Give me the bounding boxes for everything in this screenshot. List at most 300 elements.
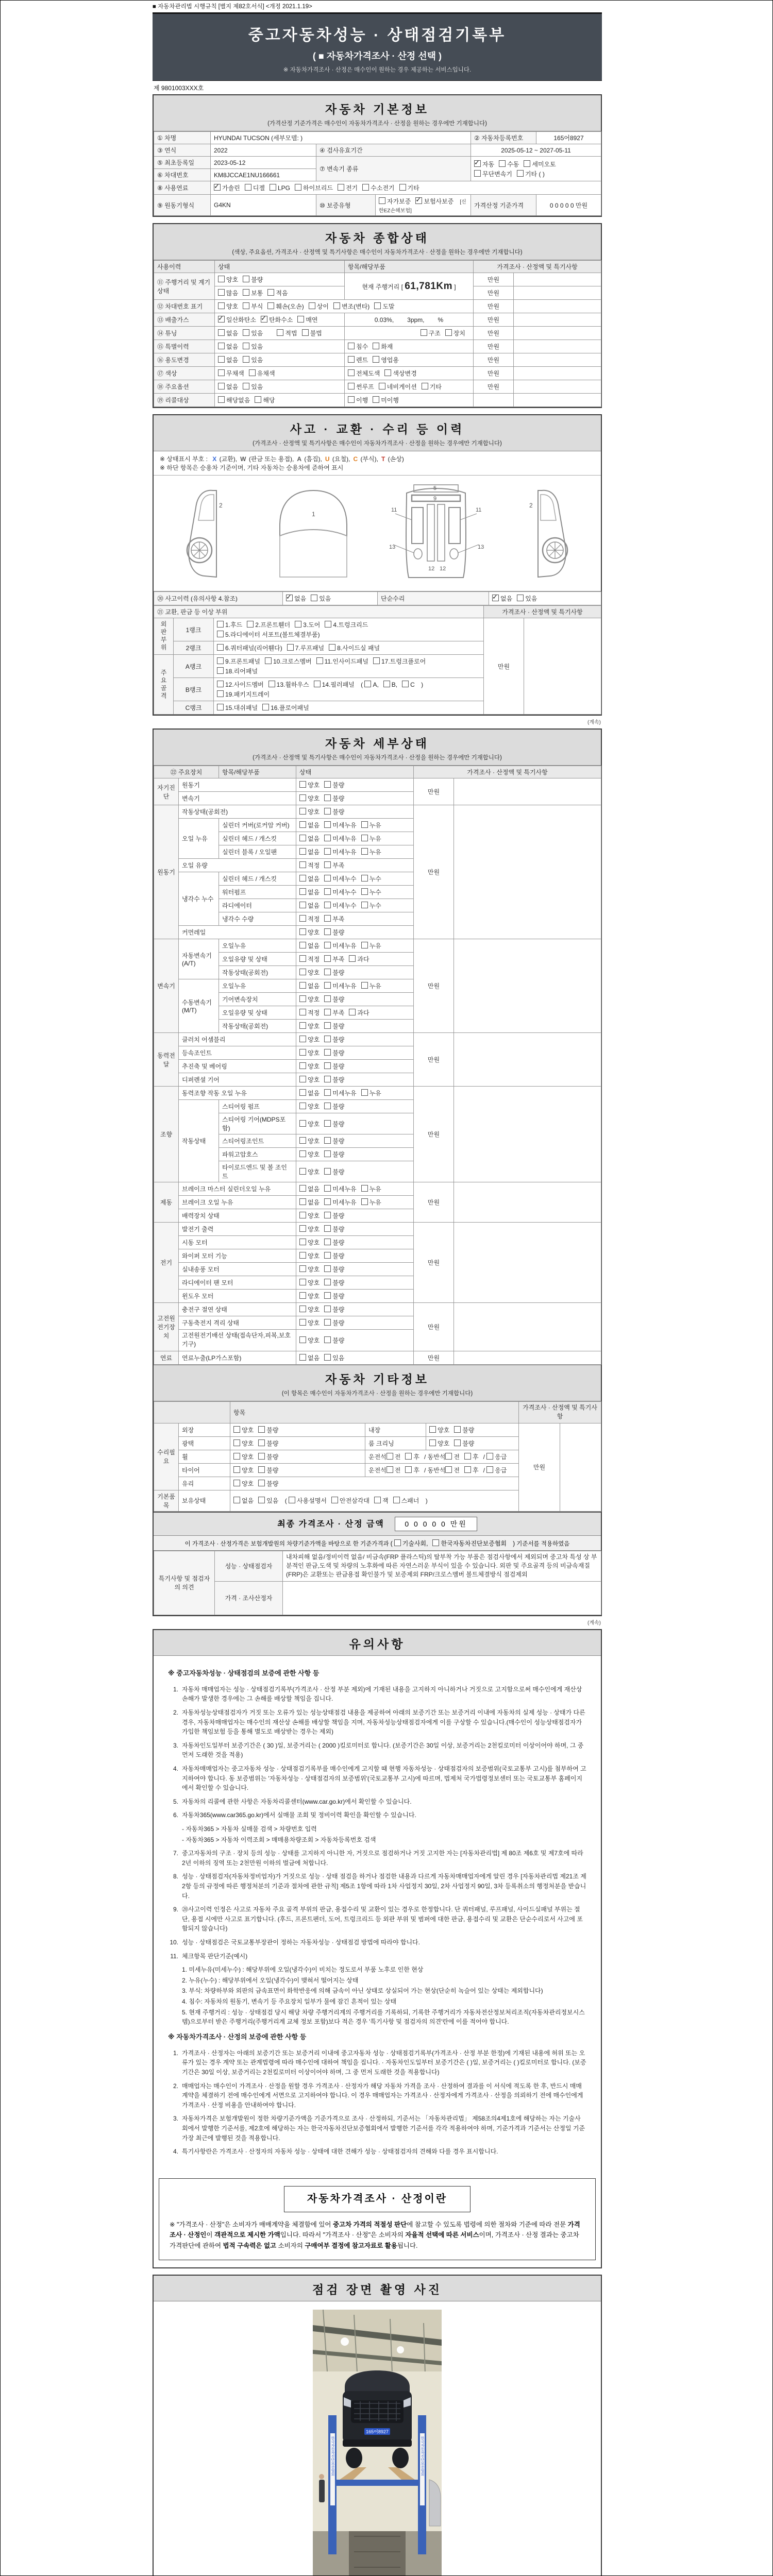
checkbox-option[interactable] xyxy=(364,681,378,688)
unchecked-checkbox-icon[interactable] xyxy=(233,1480,240,1486)
checkbox-option[interactable] xyxy=(299,781,320,789)
checkbox-option[interactable] xyxy=(399,183,419,192)
unchecked-checkbox-icon[interactable] xyxy=(324,955,331,962)
checkbox-option[interactable] xyxy=(218,289,238,297)
unchecked-checkbox-icon[interactable] xyxy=(299,955,306,962)
checkbox-option[interactable] xyxy=(218,342,238,351)
checkbox-option[interactable] xyxy=(348,355,368,364)
unchecked-checkbox-icon[interactable] xyxy=(299,1009,306,1015)
unchecked-checkbox-icon[interactable] xyxy=(299,861,306,868)
unchecked-checkbox-icon[interactable] xyxy=(374,1497,381,1503)
unchecked-checkbox-icon[interactable] xyxy=(329,644,335,651)
unchecked-checkbox-icon[interactable] xyxy=(394,1539,401,1546)
unchecked-checkbox-icon[interactable] xyxy=(373,356,379,363)
unchecked-checkbox-icon[interactable] xyxy=(325,621,331,628)
checkbox-option[interactable] xyxy=(299,1251,320,1260)
unchecked-checkbox-icon[interactable] xyxy=(299,1120,306,1127)
checkbox-option[interactable] xyxy=(386,1466,401,1475)
checkbox-option[interactable] xyxy=(299,861,320,870)
checkbox-option[interactable] xyxy=(492,594,512,603)
checkbox-option[interactable] xyxy=(299,941,320,950)
checkbox-option[interactable] xyxy=(445,329,465,337)
checkbox-option[interactable] xyxy=(324,781,344,789)
unchecked-checkbox-icon[interactable] xyxy=(299,1103,306,1109)
unchecked-checkbox-icon[interactable] xyxy=(299,1279,306,1285)
checkbox-option[interactable] xyxy=(324,794,344,803)
unchecked-checkbox-icon[interactable] xyxy=(299,1076,306,1082)
unchecked-checkbox-icon[interactable] xyxy=(324,1252,331,1259)
checkbox-option[interactable] xyxy=(474,170,512,178)
checkbox-option[interactable] xyxy=(218,275,238,284)
checkbox-option[interactable] xyxy=(517,170,545,178)
unchecked-checkbox-icon[interactable] xyxy=(258,1453,265,1460)
unchecked-checkbox-icon[interactable] xyxy=(218,396,225,403)
unchecked-checkbox-icon[interactable] xyxy=(324,1150,331,1157)
unchecked-checkbox-icon[interactable] xyxy=(299,1168,306,1175)
checkbox-option[interactable] xyxy=(486,1466,507,1475)
unchecked-checkbox-icon[interactable] xyxy=(299,1150,306,1157)
unchecked-checkbox-icon[interactable] xyxy=(486,1453,493,1460)
checkbox-option[interactable] xyxy=(299,807,320,816)
checkbox-option[interactable] xyxy=(299,888,320,896)
unchecked-checkbox-icon[interactable] xyxy=(361,821,368,828)
checkbox-option[interactable] xyxy=(324,888,356,896)
checkbox-option[interactable] xyxy=(324,1075,344,1084)
checkbox-option[interactable] xyxy=(333,302,369,311)
checkbox-option[interactable] xyxy=(499,160,519,168)
unchecked-checkbox-icon[interactable] xyxy=(379,383,385,389)
unchecked-checkbox-icon[interactable] xyxy=(324,1292,331,1299)
unchecked-checkbox-icon[interactable] xyxy=(361,902,368,908)
unchecked-checkbox-icon[interactable] xyxy=(299,1252,306,1259)
checkbox-option[interactable] xyxy=(324,1062,344,1071)
unchecked-checkbox-icon[interactable] xyxy=(324,1336,331,1343)
unchecked-checkbox-icon[interactable] xyxy=(324,794,331,801)
checkbox-option[interactable] xyxy=(299,1089,320,1097)
unchecked-checkbox-icon[interactable] xyxy=(364,681,371,687)
checkbox-option[interactable] xyxy=(324,1022,344,1030)
checkbox-option[interactable] xyxy=(379,382,417,391)
unchecked-checkbox-icon[interactable] xyxy=(277,329,283,336)
unchecked-checkbox-icon[interactable] xyxy=(361,942,368,948)
unchecked-checkbox-icon[interactable] xyxy=(299,1049,306,1056)
checkbox-option[interactable] xyxy=(267,289,288,297)
unchecked-checkbox-icon[interactable] xyxy=(299,902,306,908)
checkbox-option[interactable] xyxy=(268,680,309,689)
checkbox-option[interactable] xyxy=(324,807,344,816)
checkbox-option[interactable] xyxy=(324,1238,344,1247)
checkbox-option[interactable] xyxy=(324,1353,344,1362)
checkbox-option[interactable] xyxy=(233,1439,254,1448)
unchecked-checkbox-icon[interactable] xyxy=(324,915,331,922)
checkbox-option[interactable] xyxy=(258,1496,278,1505)
unchecked-checkbox-icon[interactable] xyxy=(361,848,368,855)
unchecked-checkbox-icon[interactable] xyxy=(464,1453,471,1460)
unchecked-checkbox-icon[interactable] xyxy=(299,982,306,989)
unchecked-checkbox-icon[interactable] xyxy=(233,1453,240,1460)
unchecked-checkbox-icon[interactable] xyxy=(299,1022,306,1029)
unchecked-checkbox-icon[interactable] xyxy=(324,1212,331,1218)
checkbox-option[interactable] xyxy=(299,874,320,883)
checkbox-option[interactable] xyxy=(299,1075,320,1084)
checkbox-option[interactable] xyxy=(214,183,240,192)
checkbox-option[interactable] xyxy=(258,1466,278,1475)
unchecked-checkbox-icon[interactable] xyxy=(299,1225,306,1232)
unchecked-checkbox-icon[interactable] xyxy=(299,928,306,935)
unchecked-checkbox-icon[interactable] xyxy=(233,1426,240,1433)
checkbox-option[interactable] xyxy=(464,1452,479,1461)
checkbox-option[interactable] xyxy=(324,1120,344,1128)
checkbox-option[interactable] xyxy=(299,1238,320,1247)
checkbox-option[interactable] xyxy=(361,1089,381,1097)
unchecked-checkbox-icon[interactable] xyxy=(445,329,452,336)
checkbox-option[interactable] xyxy=(233,1452,254,1461)
unchecked-checkbox-icon[interactable] xyxy=(299,1292,306,1299)
unchecked-checkbox-icon[interactable] xyxy=(324,821,331,828)
checkbox-option[interactable] xyxy=(324,821,356,829)
unchecked-checkbox-icon[interactable] xyxy=(338,184,344,191)
checkbox-option[interactable] xyxy=(324,834,356,843)
checkbox-option[interactable] xyxy=(217,630,320,639)
unchecked-checkbox-icon[interactable] xyxy=(217,621,224,628)
unchecked-checkbox-icon[interactable] xyxy=(324,808,331,815)
unchecked-checkbox-icon[interactable] xyxy=(217,681,224,687)
checkbox-option[interactable] xyxy=(384,369,416,378)
checkbox-option[interactable] xyxy=(289,1496,327,1505)
checkbox-option[interactable] xyxy=(287,643,324,652)
unchecked-checkbox-icon[interactable] xyxy=(299,1137,306,1144)
unchecked-checkbox-icon[interactable] xyxy=(517,595,524,601)
unchecked-checkbox-icon[interactable] xyxy=(393,1497,400,1503)
checkbox-option[interactable] xyxy=(233,1479,254,1488)
unchecked-checkbox-icon[interactable] xyxy=(233,1497,240,1503)
unchecked-checkbox-icon[interactable] xyxy=(299,1185,306,1192)
checkbox-option[interactable] xyxy=(324,1211,344,1220)
checkbox-option[interactable] xyxy=(299,1048,320,1057)
checkbox-option[interactable] xyxy=(361,1198,381,1207)
checkbox-option[interactable] xyxy=(361,981,381,990)
unchecked-checkbox-icon[interactable] xyxy=(348,396,355,403)
checkbox-option[interactable] xyxy=(233,1496,254,1505)
unchecked-checkbox-icon[interactable] xyxy=(386,1466,393,1473)
checkbox-option[interactable] xyxy=(432,1539,507,1548)
unchecked-checkbox-icon[interactable] xyxy=(218,289,225,296)
checkbox-option[interactable] xyxy=(361,848,381,856)
unchecked-checkbox-icon[interactable] xyxy=(324,1022,331,1029)
unchecked-checkbox-icon[interactable] xyxy=(299,781,306,788)
unchecked-checkbox-icon[interactable] xyxy=(243,329,249,336)
unchecked-checkbox-icon[interactable] xyxy=(309,302,315,309)
unchecked-checkbox-icon[interactable] xyxy=(243,356,249,363)
checkbox-option[interactable] xyxy=(329,643,380,652)
unchecked-checkbox-icon[interactable] xyxy=(270,184,276,191)
checkbox-option[interactable] xyxy=(324,1035,344,1044)
unchecked-checkbox-icon[interactable] xyxy=(349,1009,356,1015)
unchecked-checkbox-icon[interactable] xyxy=(454,1426,461,1433)
checkbox-option[interactable] xyxy=(217,690,270,699)
checkbox-option[interactable] xyxy=(299,1035,320,1044)
checkbox-option[interactable] xyxy=(217,667,258,675)
unchecked-checkbox-icon[interactable] xyxy=(249,369,256,376)
checkbox-option[interactable] xyxy=(361,874,381,883)
checkbox-option[interactable] xyxy=(362,183,394,192)
unchecked-checkbox-icon[interactable] xyxy=(361,1185,368,1192)
unchecked-checkbox-icon[interactable] xyxy=(384,369,391,376)
checkbox-option[interactable] xyxy=(249,369,275,378)
unchecked-checkbox-icon[interactable] xyxy=(373,396,379,403)
unchecked-checkbox-icon[interactable] xyxy=(324,969,331,975)
checkbox-option[interactable] xyxy=(299,1184,320,1193)
checkbox-option[interactable] xyxy=(299,1305,320,1314)
unchecked-checkbox-icon[interactable] xyxy=(299,875,306,882)
checkbox-option[interactable] xyxy=(299,981,320,990)
checkbox-option[interactable] xyxy=(243,342,263,351)
unchecked-checkbox-icon[interactable] xyxy=(324,835,331,841)
checkbox-option[interactable] xyxy=(324,1150,344,1159)
checkbox-option[interactable] xyxy=(361,821,381,829)
unchecked-checkbox-icon[interactable] xyxy=(247,621,254,628)
unchecked-checkbox-icon[interactable] xyxy=(348,356,355,363)
unchecked-checkbox-icon[interactable] xyxy=(299,821,306,828)
unchecked-checkbox-icon[interactable] xyxy=(258,1480,265,1486)
checkbox-option[interactable] xyxy=(270,184,290,192)
checkbox-option[interactable] xyxy=(243,355,263,364)
unchecked-checkbox-icon[interactable] xyxy=(373,657,380,664)
unchecked-checkbox-icon[interactable] xyxy=(217,657,224,664)
checkbox-option[interactable] xyxy=(243,289,263,297)
checkbox-option[interactable] xyxy=(374,1496,389,1505)
unchecked-checkbox-icon[interactable] xyxy=(373,343,379,349)
unchecked-checkbox-icon[interactable] xyxy=(258,1466,265,1473)
checkbox-option[interactable] xyxy=(299,1353,320,1362)
unchecked-checkbox-icon[interactable] xyxy=(311,595,317,601)
unchecked-checkbox-icon[interactable] xyxy=(454,1439,461,1446)
unchecked-checkbox-icon[interactable] xyxy=(299,848,306,855)
checkbox-option[interactable] xyxy=(299,995,320,1004)
checkbox-option[interactable] xyxy=(524,160,556,168)
checkbox-option[interactable] xyxy=(474,160,494,168)
unchecked-checkbox-icon[interactable] xyxy=(324,861,331,868)
unchecked-checkbox-icon[interactable] xyxy=(218,369,225,376)
checkbox-option[interactable] xyxy=(454,1426,474,1434)
unchecked-checkbox-icon[interactable] xyxy=(474,170,481,177)
checkbox-option[interactable] xyxy=(299,1102,320,1111)
checkbox-option[interactable] xyxy=(393,1496,419,1505)
checkbox-option[interactable] xyxy=(299,901,320,910)
checkbox-option[interactable] xyxy=(379,197,411,206)
checkbox-option[interactable] xyxy=(324,861,344,870)
unchecked-checkbox-icon[interactable] xyxy=(255,396,261,403)
unchecked-checkbox-icon[interactable] xyxy=(324,982,331,989)
checkbox-option[interactable] xyxy=(299,1008,320,1017)
checked-checkbox-icon[interactable] xyxy=(492,595,499,601)
unchecked-checkbox-icon[interactable] xyxy=(361,1198,368,1205)
checked-checkbox-icon[interactable] xyxy=(286,595,293,601)
unchecked-checkbox-icon[interactable] xyxy=(432,1539,439,1546)
checkbox-option[interactable] xyxy=(348,342,368,351)
checkbox-option[interactable] xyxy=(299,914,320,923)
checkbox-option[interactable] xyxy=(402,681,415,688)
unchecked-checkbox-icon[interactable] xyxy=(299,835,306,841)
checkbox-option[interactable] xyxy=(361,941,381,950)
checked-checkbox-icon[interactable] xyxy=(218,316,225,323)
checkbox-option[interactable] xyxy=(299,1198,320,1207)
checkbox-option[interactable] xyxy=(233,1466,254,1475)
checkbox-option[interactable] xyxy=(217,680,264,689)
checkbox-option[interactable] xyxy=(218,315,256,324)
checkbox-option[interactable] xyxy=(464,1466,479,1475)
unchecked-checkbox-icon[interactable] xyxy=(217,690,224,697)
unchecked-checkbox-icon[interactable] xyxy=(429,1439,436,1446)
checkbox-option[interactable] xyxy=(324,1225,344,1233)
unchecked-checkbox-icon[interactable] xyxy=(324,1306,331,1312)
checkbox-option[interactable] xyxy=(324,848,356,856)
unchecked-checkbox-icon[interactable] xyxy=(265,657,272,664)
checkbox-option[interactable] xyxy=(324,1048,344,1057)
checkbox-option[interactable] xyxy=(309,302,329,311)
unchecked-checkbox-icon[interactable] xyxy=(218,276,225,282)
checkbox-option[interactable] xyxy=(348,369,380,378)
checkbox-option[interactable] xyxy=(299,1022,320,1030)
unchecked-checkbox-icon[interactable] xyxy=(314,681,321,687)
checkbox-option[interactable] xyxy=(324,1251,344,1260)
checkbox-option[interactable] xyxy=(373,396,399,404)
checkbox-option[interactable] xyxy=(349,1008,369,1017)
checked-checkbox-icon[interactable] xyxy=(474,160,481,167)
unchecked-checkbox-icon[interactable] xyxy=(464,1466,471,1473)
checkbox-option[interactable] xyxy=(349,955,369,963)
unchecked-checkbox-icon[interactable] xyxy=(299,969,306,975)
unchecked-checkbox-icon[interactable] xyxy=(302,329,309,336)
unchecked-checkbox-icon[interactable] xyxy=(267,302,274,309)
checkbox-option[interactable] xyxy=(299,1211,320,1220)
checkbox-option[interactable] xyxy=(361,834,381,843)
checkbox-option[interactable] xyxy=(243,382,263,391)
checkbox-option[interactable] xyxy=(245,183,265,192)
unchecked-checkbox-icon[interactable] xyxy=(218,356,225,363)
checkbox-option[interactable] xyxy=(324,1278,344,1287)
checkbox-option[interactable] xyxy=(415,197,453,206)
checkbox-option[interactable] xyxy=(324,1198,356,1207)
checkbox-option[interactable] xyxy=(299,928,320,937)
checkbox-option[interactable] xyxy=(324,914,344,923)
unchecked-checkbox-icon[interactable] xyxy=(299,1319,306,1326)
unchecked-checkbox-icon[interactable] xyxy=(324,1279,331,1285)
checkbox-option[interactable] xyxy=(299,794,320,803)
unchecked-checkbox-icon[interactable] xyxy=(295,621,301,628)
checkbox-option[interactable] xyxy=(486,1452,507,1461)
checkbox-option[interactable] xyxy=(429,1426,449,1434)
checkbox-option[interactable] xyxy=(299,1225,320,1233)
unchecked-checkbox-icon[interactable] xyxy=(429,1426,436,1433)
checkbox-option[interactable] xyxy=(324,901,356,910)
unchecked-checkbox-icon[interactable] xyxy=(324,1062,331,1069)
unchecked-checkbox-icon[interactable] xyxy=(267,289,274,296)
checkbox-option[interactable] xyxy=(445,1452,460,1461)
checkbox-option[interactable] xyxy=(361,901,381,910)
unchecked-checkbox-icon[interactable] xyxy=(517,170,524,177)
checkbox-option[interactable] xyxy=(316,657,368,666)
unchecked-checkbox-icon[interactable] xyxy=(268,681,275,687)
checkbox-option[interactable] xyxy=(243,302,263,311)
checkbox-option[interactable] xyxy=(324,874,356,883)
checkbox-option[interactable] xyxy=(247,620,290,629)
unchecked-checkbox-icon[interactable] xyxy=(324,781,331,788)
checkbox-option[interactable] xyxy=(324,1008,344,1017)
checkbox-option[interactable] xyxy=(218,329,238,337)
checkbox-option[interactable] xyxy=(299,1318,320,1327)
checkbox-option[interactable] xyxy=(324,1336,344,1345)
checkbox-option[interactable] xyxy=(218,396,250,404)
checkbox-option[interactable] xyxy=(217,703,258,712)
checkbox-option[interactable] xyxy=(348,396,368,404)
unchecked-checkbox-icon[interactable] xyxy=(324,1354,331,1361)
checkbox-option[interactable] xyxy=(258,1426,278,1434)
unchecked-checkbox-icon[interactable] xyxy=(324,875,331,882)
checkbox-option[interactable] xyxy=(454,1439,474,1448)
checkbox-option[interactable] xyxy=(324,1265,344,1274)
unchecked-checkbox-icon[interactable] xyxy=(299,794,306,801)
checkbox-option[interactable] xyxy=(299,834,320,843)
checkbox-option[interactable] xyxy=(217,657,260,666)
checkbox-option[interactable] xyxy=(299,1137,320,1145)
checkbox-option[interactable] xyxy=(338,183,358,192)
checkbox-option[interactable] xyxy=(218,369,244,378)
checkbox-option[interactable] xyxy=(243,329,263,337)
checkbox-option[interactable] xyxy=(324,1184,356,1193)
unchecked-checkbox-icon[interactable] xyxy=(486,1466,493,1473)
checkbox-option[interactable] xyxy=(324,995,344,1004)
unchecked-checkbox-icon[interactable] xyxy=(299,1265,306,1272)
checkbox-option[interactable] xyxy=(258,1452,278,1461)
checkbox-option[interactable] xyxy=(373,657,426,666)
checkbox-option[interactable] xyxy=(297,315,317,324)
checkbox-option[interactable] xyxy=(218,355,238,364)
unchecked-checkbox-icon[interactable] xyxy=(421,329,427,336)
unchecked-checkbox-icon[interactable] xyxy=(217,631,224,637)
unchecked-checkbox-icon[interactable] xyxy=(324,1265,331,1272)
checkbox-option[interactable] xyxy=(218,382,238,391)
unchecked-checkbox-icon[interactable] xyxy=(297,316,304,323)
checkbox-option[interactable] xyxy=(361,1184,381,1193)
unchecked-checkbox-icon[interactable] xyxy=(324,1225,331,1232)
unchecked-checkbox-icon[interactable] xyxy=(324,1009,331,1015)
unchecked-checkbox-icon[interactable] xyxy=(324,848,331,855)
checkbox-option[interactable] xyxy=(217,643,282,652)
checkbox-option[interactable] xyxy=(331,1496,369,1505)
unchecked-checkbox-icon[interactable] xyxy=(324,1137,331,1144)
checkbox-option[interactable] xyxy=(286,594,306,603)
checkbox-option[interactable] xyxy=(421,329,441,337)
unchecked-checkbox-icon[interactable] xyxy=(243,383,249,389)
unchecked-checkbox-icon[interactable] xyxy=(499,160,506,167)
checkbox-option[interactable] xyxy=(422,382,442,391)
unchecked-checkbox-icon[interactable] xyxy=(361,982,368,989)
unchecked-checkbox-icon[interactable] xyxy=(379,197,385,204)
unchecked-checkbox-icon[interactable] xyxy=(324,1185,331,1192)
unchecked-checkbox-icon[interactable] xyxy=(299,1089,306,1096)
checkbox-option[interactable] xyxy=(299,1150,320,1159)
unchecked-checkbox-icon[interactable] xyxy=(299,995,306,1002)
unchecked-checkbox-icon[interactable] xyxy=(361,888,368,895)
unchecked-checkbox-icon[interactable] xyxy=(258,1497,265,1503)
checked-checkbox-icon[interactable] xyxy=(214,184,221,191)
unchecked-checkbox-icon[interactable] xyxy=(287,644,294,651)
checkbox-option[interactable] xyxy=(324,968,344,977)
unchecked-checkbox-icon[interactable] xyxy=(405,1466,412,1473)
checkbox-option[interactable] xyxy=(295,620,320,629)
unchecked-checkbox-icon[interactable] xyxy=(299,1239,306,1245)
